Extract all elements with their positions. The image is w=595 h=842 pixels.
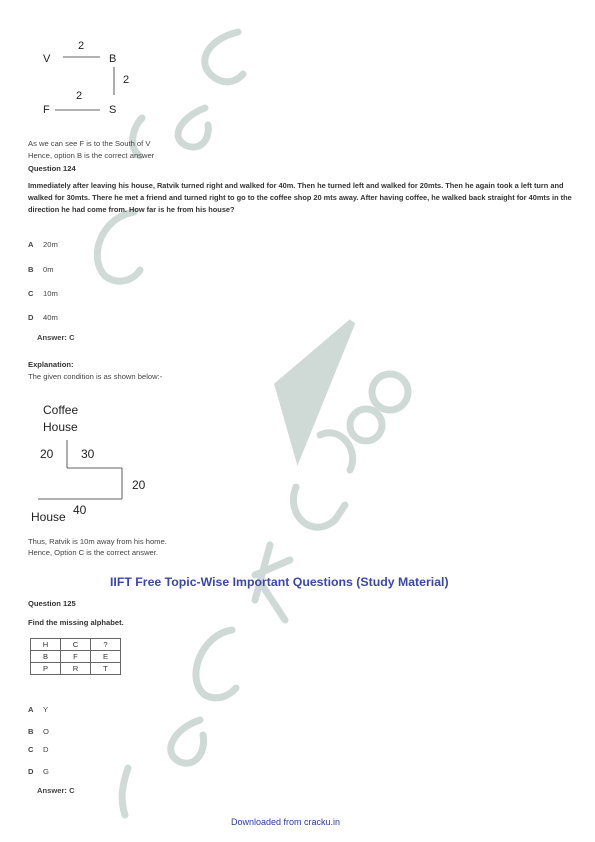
q125-option-b[interactable] bbox=[28, 727, 49, 736]
option-letter: C bbox=[28, 745, 34, 754]
node-s: S bbox=[109, 104, 117, 116]
question-125-text: Find the missing alphabet. bbox=[28, 618, 124, 627]
grid-row bbox=[31, 651, 121, 663]
q123-conclusion-line2: Hence, option B is the correct answer bbox=[28, 151, 155, 160]
q125-option-d[interactable] bbox=[28, 767, 49, 776]
label-20-right: 20 bbox=[132, 478, 146, 492]
grid-cell: B bbox=[31, 651, 61, 663]
question-125-title: Question 125 bbox=[28, 599, 76, 608]
q124-explanation-text: The given condition is as shown below:- bbox=[28, 372, 163, 381]
node-f: F bbox=[43, 104, 50, 116]
label-house: House bbox=[31, 510, 66, 524]
edge-label-vb: 2 bbox=[78, 40, 85, 52]
edge-label-bs: 2 bbox=[123, 74, 130, 86]
option-text: 20m bbox=[43, 240, 58, 249]
label-20-left: 20 bbox=[40, 447, 54, 461]
grid-row bbox=[31, 663, 121, 675]
option-letter: D bbox=[28, 313, 34, 322]
grid-cell: C bbox=[61, 639, 91, 651]
option-letter: D bbox=[28, 767, 34, 776]
option-letter: C bbox=[28, 289, 34, 298]
label-40: 40 bbox=[73, 503, 87, 517]
option-letter: B bbox=[28, 727, 34, 736]
question-124-title: Question 124 bbox=[28, 164, 76, 173]
grid-cell: E bbox=[91, 651, 121, 663]
q123-conclusion-line1: As we can see F is to the South of V bbox=[28, 139, 151, 148]
label-house-coffee: House bbox=[43, 420, 78, 434]
option-text: 0m bbox=[43, 265, 54, 274]
q124-conclusion-line2: Hence, Option C is the correct answer. bbox=[28, 548, 158, 557]
grid-cell: ? bbox=[91, 639, 121, 651]
label-30: 30 bbox=[81, 447, 95, 461]
q124-option-a[interactable] bbox=[28, 240, 58, 249]
grid-cell: H bbox=[31, 639, 61, 651]
option-text: 10m bbox=[43, 289, 58, 298]
q124-option-d[interactable] bbox=[28, 313, 58, 322]
grid-cell: F bbox=[61, 651, 91, 663]
option-letter: A bbox=[28, 240, 34, 249]
node-b: B bbox=[109, 53, 117, 65]
alphabet-grid bbox=[30, 638, 121, 675]
grid-cell: T bbox=[91, 663, 121, 675]
footer-download-link[interactable]: Downloaded from cracku.in bbox=[231, 817, 341, 827]
q124-answer: Answer: C bbox=[37, 333, 75, 342]
question-124-text: Immediately after leaving his house, Ratvik turned right and walked for 40m. Then he turned left and walked for 20mts. Then he again took a left turn and walked for 30mts. There he met a friend and turned right to go to the coffee shop 20 mts away. After having coffee, he walked back straight for 40mts in the direction he had come from. How far is he from his house? bbox=[28, 181, 572, 214]
option-text: O bbox=[43, 727, 49, 736]
q124-conclusion-line1: Thus, Ratvik is 10m away from his home. bbox=[28, 537, 167, 546]
q125-answer: Answer: C bbox=[37, 786, 75, 795]
node-v: V bbox=[43, 53, 51, 65]
grid-cell: P bbox=[31, 663, 61, 675]
grid-cell: R bbox=[61, 663, 91, 675]
option-text: D bbox=[43, 745, 49, 754]
label-coffee: Coffee bbox=[43, 403, 79, 417]
edge-label-fs: 2 bbox=[76, 90, 83, 102]
grid-row bbox=[31, 639, 121, 651]
path-diagram bbox=[30, 435, 130, 505]
q125-option-c[interactable] bbox=[28, 745, 48, 754]
study-material-banner[interactable]: IIFT Free Topic-Wise Important Questions (Study Material) bbox=[110, 575, 449, 589]
option-letter: A bbox=[28, 705, 34, 714]
option-text: G bbox=[43, 767, 49, 776]
q124-option-c[interactable] bbox=[28, 289, 58, 298]
option-text: Y bbox=[43, 705, 49, 714]
q124-option-b[interactable] bbox=[28, 265, 54, 274]
q125-option-a[interactable] bbox=[28, 705, 48, 714]
option-text: 40m bbox=[43, 313, 58, 322]
option-letter: B bbox=[28, 265, 34, 274]
q124-explanation-title: Explanation: bbox=[28, 360, 74, 369]
